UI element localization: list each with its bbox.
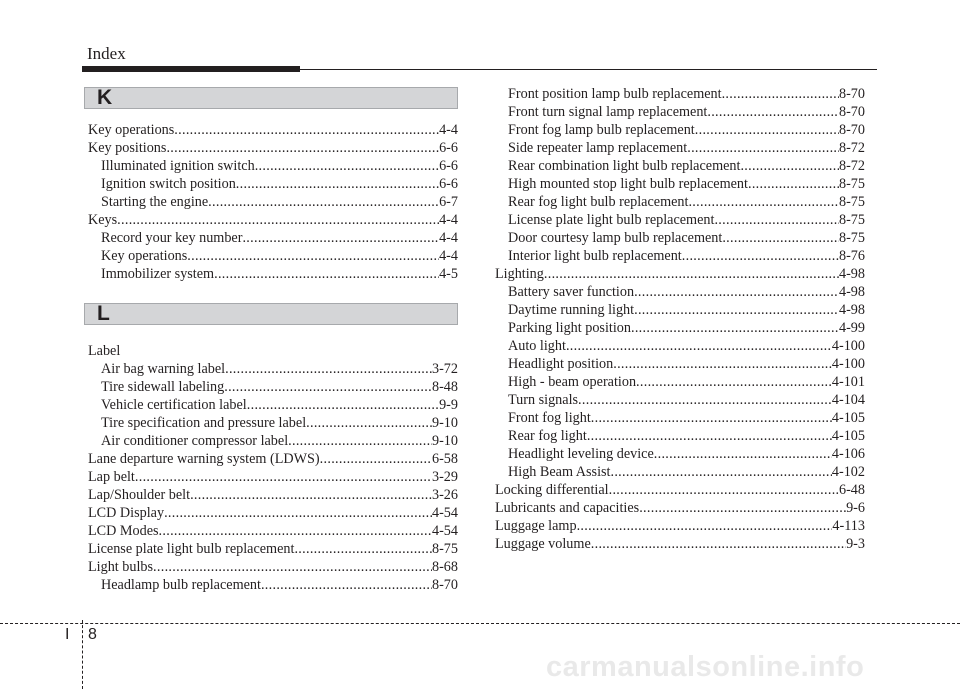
index-entry <box>101 229 458 247</box>
index-entry <box>88 121 458 139</box>
index-entry <box>508 229 865 247</box>
entry-page: 8-75 <box>838 212 865 228</box>
leader-dots <box>236 175 439 193</box>
index-entry <box>88 486 458 504</box>
entry-page: 6-48 <box>838 482 865 498</box>
leader-dots <box>610 463 831 481</box>
entry-page: 8-76 <box>838 248 865 264</box>
index-entry <box>508 373 865 391</box>
entry-page: 4-106 <box>831 446 865 462</box>
leader-dots <box>224 378 432 396</box>
entry-page: 4-4 <box>439 122 458 138</box>
entry-page: 9-6 <box>846 500 865 516</box>
footer-section-letter: I <box>65 626 70 643</box>
leader-dots <box>174 121 439 139</box>
index-entry <box>101 265 458 283</box>
entry-page: 6-6 <box>439 176 458 192</box>
leader-dots <box>740 157 839 175</box>
entry-text: Auto light <box>508 338 566 354</box>
entry-page: 8-75 <box>838 230 865 246</box>
index-entry <box>101 378 458 396</box>
leader-dots <box>187 247 439 265</box>
leader-dots <box>695 121 839 139</box>
leader-dots <box>591 535 846 553</box>
entry-text: Air conditioner compressor label <box>101 433 289 449</box>
leader-dots <box>320 450 432 468</box>
index-entry <box>101 432 458 450</box>
entry-text: Key operations <box>88 122 175 138</box>
entry-page: 4-98 <box>838 266 865 282</box>
leader-dots <box>242 229 439 247</box>
footer-dashed-rule <box>0 623 960 624</box>
entry-text: Interior light bulb replacement <box>508 248 682 264</box>
entry-page: 6-6 <box>439 158 458 174</box>
entry-page: 3-26 <box>431 487 458 503</box>
entry-page: 3-29 <box>431 469 458 485</box>
index-entry <box>508 391 865 409</box>
leader-dots <box>682 247 839 265</box>
entry-text: Battery saver function <box>508 284 635 300</box>
entry-page: 6-58 <box>431 451 458 467</box>
index-entry <box>508 355 865 373</box>
entry-text: High mounted stop light bulb replacement <box>508 176 748 192</box>
leader-dots <box>225 360 432 378</box>
entry-page: 4-113 <box>832 518 865 534</box>
index-entry <box>101 157 458 175</box>
entry-page: 4-4 <box>439 248 458 264</box>
section-l-letter: L <box>97 302 110 325</box>
entry-page: 4-54 <box>431 505 458 521</box>
index-entry <box>88 504 458 522</box>
leader-dots <box>288 432 432 450</box>
entry-page: 8-72 <box>838 158 865 174</box>
entry-page: 4-105 <box>831 428 865 444</box>
entry-page: 4-100 <box>831 356 865 372</box>
index-entry <box>508 445 865 463</box>
leader-dots <box>688 193 839 211</box>
leader-dots <box>208 193 439 211</box>
section-k-header <box>84 87 458 109</box>
index-entry <box>88 540 458 558</box>
index-entry <box>88 468 458 486</box>
entry-page: 8-75 <box>838 176 865 192</box>
entry-text: Lane departure warning system (LDWS) <box>88 451 320 467</box>
index-entry <box>101 360 458 378</box>
entry-text: Lighting <box>495 266 544 282</box>
leader-dots <box>577 517 833 535</box>
index-entry <box>101 396 458 414</box>
leader-dots <box>153 558 432 576</box>
entry-page: 8-68 <box>431 559 458 575</box>
entry-page: 8-48 <box>431 379 458 395</box>
entry-page: 9-3 <box>846 536 865 552</box>
entry-text: Lubricants and capacities <box>495 500 640 516</box>
entry-text: Rear fog light bulb replacement <box>508 194 689 210</box>
index-entry <box>508 409 865 427</box>
entry-page: 4-4 <box>439 230 458 246</box>
entry-page: 4-98 <box>838 284 865 300</box>
index-entry <box>508 85 865 103</box>
entry-page: 4-105 <box>831 410 865 426</box>
index-entry <box>101 193 458 211</box>
entry-text: Record your key number <box>101 230 243 246</box>
index-entry <box>88 558 458 576</box>
entry-text: Rear fog light <box>508 428 587 444</box>
watermark: carmanualsonline.info <box>546 651 865 683</box>
leader-dots <box>609 481 839 499</box>
entry-text: License plate light bulb replacement <box>88 541 295 557</box>
entry-page: 6-6 <box>439 140 458 156</box>
index-entry <box>88 450 458 468</box>
leader-dots <box>261 576 432 594</box>
entry-text: Front fog lamp bulb replacement <box>508 122 695 138</box>
index-entry <box>101 414 458 432</box>
leader-dots <box>613 355 832 373</box>
index-entry <box>508 319 865 337</box>
leader-dots <box>117 211 439 229</box>
entry-page: 8-75 <box>838 194 865 210</box>
entry-page: 8-70 <box>431 577 458 593</box>
leader-dots <box>566 337 832 355</box>
leader-dots <box>707 103 839 121</box>
leader-dots <box>748 175 839 193</box>
index-entry <box>508 337 865 355</box>
leader-dots <box>587 427 832 445</box>
page-header-title: Index <box>87 44 126 63</box>
leader-dots <box>722 85 839 103</box>
index-heading-label: Label <box>88 343 121 359</box>
index-entry <box>508 121 865 139</box>
entry-page: 8-70 <box>838 86 865 102</box>
entry-text: LCD Display <box>88 505 165 521</box>
leader-dots <box>544 265 839 283</box>
leader-dots <box>159 522 432 540</box>
entry-text: Tire specification and pressure label <box>101 415 307 431</box>
leader-dots <box>135 468 432 486</box>
index-entry <box>101 175 458 193</box>
entry-text: Door courtesy lamp bulb replacement <box>508 230 723 246</box>
entry-page: 4-101 <box>831 374 865 390</box>
leader-dots <box>214 265 439 283</box>
entry-text: Front fog light <box>508 410 591 426</box>
entry-page: 4-104 <box>831 392 865 408</box>
index-entry <box>508 247 865 265</box>
entry-text: License plate light bulb replacement <box>508 212 715 228</box>
entry-text: Air bag warning label <box>101 361 226 377</box>
leader-dots <box>294 540 432 558</box>
entry-text: Parking light position <box>508 320 631 336</box>
entry-page: 9-9 <box>439 397 458 413</box>
entry-text: Luggage lamp <box>495 518 577 534</box>
leader-dots <box>654 445 832 463</box>
leader-dots <box>578 391 832 409</box>
leader-dots <box>247 396 439 414</box>
index-entry <box>508 427 865 445</box>
leader-dots <box>687 139 839 157</box>
page-number: 8 <box>88 626 97 643</box>
index-entry <box>508 283 865 301</box>
index-entry <box>495 517 865 535</box>
entry-page: 9-10 <box>431 433 458 449</box>
header-rule-thick <box>82 66 300 72</box>
entry-text: Key positions <box>88 140 167 156</box>
index-entry <box>508 139 865 157</box>
entry-page: 4-100 <box>831 338 865 354</box>
leader-dots <box>164 504 432 522</box>
leader-dots <box>714 211 839 229</box>
entry-text: Immobilizer system <box>101 266 215 282</box>
entry-text: High - beam operation <box>508 374 637 390</box>
entry-page: 8-75 <box>431 541 458 557</box>
leader-dots <box>190 486 432 504</box>
leader-dots <box>636 373 832 391</box>
entry-page: 3-72 <box>431 361 458 377</box>
index-entry <box>101 576 458 594</box>
leader-dots <box>255 157 439 175</box>
entry-text: Side repeater lamp replacement <box>508 140 688 156</box>
index-entry <box>508 301 865 319</box>
entry-page: 8-72 <box>838 140 865 156</box>
entry-text: Tire sidewall labeling <box>101 379 225 395</box>
index-entry <box>495 535 865 553</box>
leader-dots <box>591 409 832 427</box>
entry-text: Keys <box>88 212 118 228</box>
index-entry <box>495 499 865 517</box>
entry-page: 4-102 <box>831 464 865 480</box>
entry-text: Daytime running light <box>508 302 635 318</box>
entry-text: Headlight leveling device <box>508 446 654 462</box>
entry-text: LCD Modes <box>88 523 159 539</box>
entry-page: 4-4 <box>439 212 458 228</box>
index-entry <box>508 211 865 229</box>
entry-text: Headlamp bulb replacement <box>101 577 261 593</box>
leader-dots <box>639 499 846 517</box>
leader-dots <box>306 414 432 432</box>
entry-text: Front position lamp bulb replacement <box>508 86 722 102</box>
entry-page: 4-99 <box>838 320 865 336</box>
entry-text: Lap belt <box>88 469 135 485</box>
footer-dashed-divider <box>82 620 83 689</box>
index-entry <box>508 157 865 175</box>
entry-text: Locking differential <box>495 482 609 498</box>
entry-page: 4-98 <box>838 302 865 318</box>
entry-text: Lap/Shoulder belt <box>88 487 191 503</box>
index-entry <box>88 139 458 157</box>
entry-text: Headlight position <box>508 356 614 372</box>
index-entry <box>101 247 458 265</box>
leader-dots <box>634 283 839 301</box>
entry-text: Front turn signal lamp replacement <box>508 104 708 120</box>
entry-text: Illuminated ignition switch <box>101 158 255 174</box>
section-k-letter: K <box>97 86 113 109</box>
leader-dots <box>722 229 839 247</box>
entry-page: 6-7 <box>439 194 458 210</box>
entry-page: 9-10 <box>431 415 458 431</box>
entry-page: 8-70 <box>838 122 865 138</box>
index-entry <box>508 175 865 193</box>
index-entry <box>508 103 865 121</box>
leader-dots <box>166 139 439 157</box>
entry-page: 4-54 <box>431 523 458 539</box>
entry-page: 4-5 <box>439 266 458 282</box>
index-entry <box>88 522 458 540</box>
entry-text: Luggage volume <box>495 536 591 552</box>
index-entry <box>508 193 865 211</box>
index-entry <box>495 481 865 499</box>
leader-dots <box>631 319 839 337</box>
entry-text: Vehicle certification label <box>101 397 247 413</box>
index-entry <box>508 463 865 481</box>
entry-text: High Beam Assist <box>508 464 611 480</box>
index-entry <box>88 211 458 229</box>
entry-text: Ignition switch position <box>101 176 236 192</box>
entry-text: Key operations <box>101 248 188 264</box>
entry-text: Light bulbs <box>88 559 154 575</box>
leader-dots <box>634 301 839 319</box>
entry-text: Turn signals <box>508 392 579 408</box>
index-entry <box>495 265 865 283</box>
entry-text: Starting the engine <box>101 194 209 210</box>
section-l-header <box>84 303 458 325</box>
entry-page: 8-70 <box>838 104 865 120</box>
entry-text: Rear combination light bulb replacement <box>508 158 741 174</box>
